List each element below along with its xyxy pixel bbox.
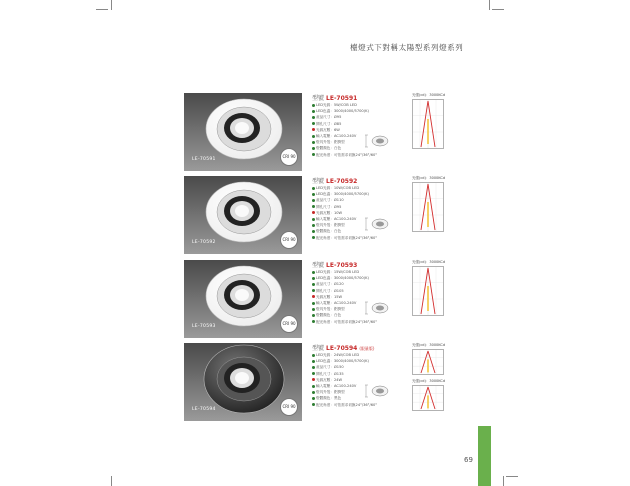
spec-line [312, 402, 397, 408]
spec-text: 光源瓦數：15W [316, 294, 343, 299]
model-number: LE-70593 [326, 262, 358, 269]
spec-text: 產品尺寸：Ø95 [316, 115, 342, 120]
bullet-icon [312, 295, 315, 298]
spec-text: 燈具外殼：鋁擠型 [316, 223, 345, 228]
model-number: LE-70592 [326, 178, 358, 185]
bullet-icon [312, 277, 315, 280]
spec-text: LED光源：15W/COB LED [316, 270, 360, 274]
bullet-icon [312, 354, 315, 357]
spec-text: 開孔尺寸：Ø85 [316, 121, 342, 126]
photo-model-tag: LE-70593 [192, 324, 216, 329]
spec-text: 光源瓦數：10W [316, 210, 343, 215]
spec-text: 配光角度：可依需求切換24°/36°/60° [316, 402, 378, 407]
chart-column [412, 260, 444, 316]
spec-text: 開孔尺寸：Ø95 [316, 204, 342, 209]
spec-text: 開孔尺寸：Ø105 [316, 288, 344, 293]
bullet-icon [312, 218, 315, 221]
spec-text: 產品尺寸：Ø120 [316, 282, 344, 287]
spec-text: LED光源：5W/COB LED [316, 103, 357, 107]
photo-model-tag: LE-70591 [192, 157, 216, 162]
spec-text: LED色溫：3000/4000/5700(K) [316, 109, 369, 114]
bullet-icon [312, 308, 315, 311]
chart-title: 光強(cd)：3000KCd [412, 176, 446, 180]
page-title: 檯燈式下對稱太陽型系列燈系列 [350, 43, 464, 52]
bullet-icon [312, 141, 315, 144]
spec-line [312, 235, 397, 241]
chart-column [412, 176, 444, 232]
spec-text: LED光源：10W/COB LED [316, 186, 360, 190]
spec-text: 燈具外殼：鋁擠型 [316, 140, 345, 145]
light-distribution-chart [412, 349, 444, 375]
product-header [312, 260, 397, 269]
light-distribution-chart [412, 182, 444, 232]
crop-mark-bottom-right-v [503, 476, 504, 486]
spec-text: 輸入電壓：AC100-240V [316, 217, 357, 222]
model-prefix: 型號 [312, 178, 325, 185]
cri-badge: CRI 90 [280, 148, 298, 166]
spec-line [312, 319, 397, 325]
cri-badge: CRI 90 [280, 231, 298, 249]
bullet-icon [312, 378, 315, 381]
bullet-icon [312, 385, 315, 388]
spec-text: 開孔尺寸：Ø135 [316, 371, 344, 376]
chart-title: 光強(cd)：3000KCd [412, 379, 446, 383]
product-header [312, 343, 397, 352]
side-color-bar [478, 426, 491, 486]
cutout-diagram [364, 381, 394, 401]
bullet-icon [312, 128, 315, 131]
bullet-icon [312, 153, 315, 156]
product-block [184, 93, 446, 173]
cutout-diagram [364, 131, 394, 151]
spec-text: LED光源：24W/COB LED [316, 353, 360, 357]
crop-mark-bottom-right-h [506, 476, 518, 477]
product-block [184, 343, 446, 423]
product-block [184, 260, 446, 340]
spec-text: 燈具外殼：鋁擠型 [316, 307, 345, 312]
bullet-icon [312, 289, 315, 292]
spec-line [312, 152, 397, 158]
cutout-diagram [364, 298, 394, 318]
spec-text: 光源瓦數：24W [316, 377, 343, 382]
bullet-icon [312, 372, 315, 375]
chart-title: 光強(cd)：3000KCd [412, 93, 446, 97]
bullet-icon [312, 236, 315, 239]
bullet-icon [312, 211, 315, 214]
spec-text: 產品尺寸：Ø110 [316, 198, 344, 203]
spec-text: 燈體顏色：白色 [316, 229, 342, 234]
model-number: LE-70594 [326, 345, 358, 352]
bullet-icon [312, 314, 315, 317]
model-prefix: 型號 [312, 345, 325, 352]
bullet-icon [312, 230, 315, 233]
model-prefix: 型號 [312, 262, 325, 269]
light-distribution-chart [412, 99, 444, 149]
crop-mark-top-left-v [111, 0, 112, 10]
light-distribution-chart [412, 266, 444, 316]
bullet-icon [312, 366, 315, 369]
chart-title: 光強(cd)：3000KCd [412, 343, 446, 347]
bullet-icon [312, 283, 315, 286]
bullet-icon [312, 271, 315, 274]
bullet-icon [312, 110, 315, 113]
bullet-icon [312, 397, 315, 400]
bullet-icon [312, 391, 315, 394]
spec-text: 光源瓦數：6W [316, 127, 340, 132]
bullet-icon [312, 104, 315, 107]
crop-mark-bottom-left-v [111, 476, 112, 486]
spec-text: 輸入電壓：AC100-240V [316, 301, 357, 306]
spec-text: LED色溫：3000/4000/5700(K) [316, 359, 369, 364]
photo-model-tag: LE-70592 [192, 240, 216, 245]
bullet-icon [312, 403, 315, 406]
bullet-icon [312, 116, 315, 119]
spec-text: 燈具外殼：鋁擠型 [316, 390, 345, 395]
spec-text: 輸入電壓：AC100-240V [316, 134, 357, 139]
product-header [312, 176, 397, 185]
crop-mark-top-right-h [492, 9, 504, 10]
bullet-icon [312, 147, 315, 150]
model-number: LE-70591 [326, 95, 358, 102]
bullet-icon [312, 193, 315, 196]
product-header [312, 93, 397, 102]
photo-model-tag: LE-70594 [192, 407, 216, 412]
chart-column [412, 343, 444, 415]
light-distribution-chart [412, 385, 444, 411]
bullet-icon [312, 320, 315, 323]
page-number: 69 [464, 456, 473, 464]
spec-text: 輸入電壓：AC100-240V [316, 384, 357, 389]
spec-text: 燈體顏色：白色 [316, 313, 342, 318]
spec-text: 燈體顏色：白色 [316, 146, 342, 151]
bullet-icon [312, 302, 315, 305]
spec-text: LED色溫：3000/4000/5700(K) [316, 276, 369, 281]
product-block [184, 176, 446, 256]
spec-text: LED色溫：3000/4000/5700(K) [316, 192, 369, 197]
bullet-icon [312, 199, 315, 202]
bullet-icon [312, 360, 315, 363]
bullet-icon [312, 205, 315, 208]
cri-badge: CRI 90 [280, 398, 298, 416]
model-note: (限量版) [359, 346, 375, 351]
bullet-icon [312, 187, 315, 190]
model-prefix: 型號 [312, 95, 325, 102]
crop-mark-top-right-v [489, 0, 490, 10]
chart-column [412, 93, 444, 149]
chart-title: 光強(cd)：3000KCd [412, 260, 446, 264]
bullet-icon [312, 122, 315, 125]
spec-text: 產品尺寸：Ø150 [316, 365, 344, 370]
bullet-icon [312, 224, 315, 227]
bullet-icon [312, 135, 315, 138]
spec-text: 燈體顏色：黑色 [316, 396, 342, 401]
crop-mark-top-left-h [96, 9, 108, 10]
spec-text: 配光角度：可依需求切換24°/36°/60° [316, 235, 378, 240]
spec-text: 配光角度：可依需求切換24°/36°/60° [316, 152, 378, 157]
cri-badge: CRI 90 [280, 315, 298, 333]
cutout-diagram [364, 214, 394, 234]
spec-text: 配光角度：可依需求切換24°/36°/60° [316, 319, 378, 324]
